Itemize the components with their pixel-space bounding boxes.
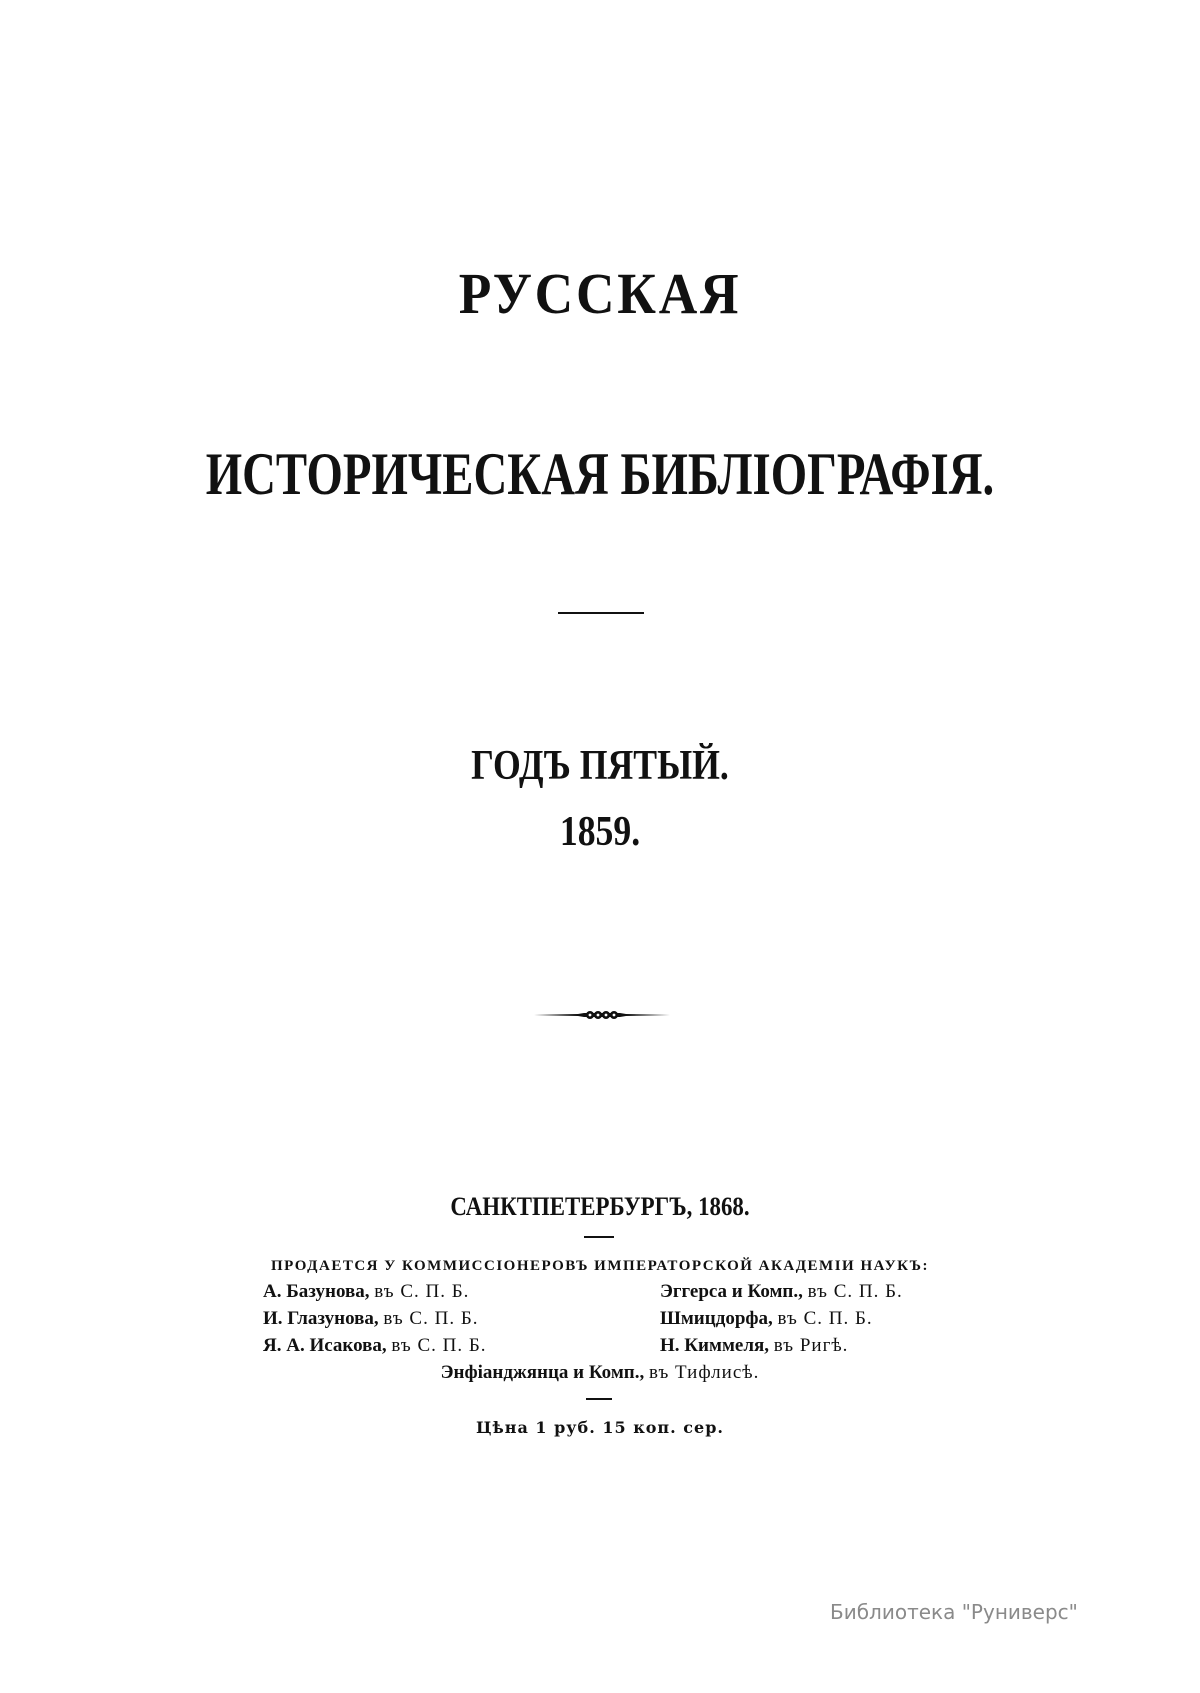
seller-name: Энфіанджянца и Комп., <box>440 1362 645 1383</box>
seller-right-3 <box>660 1335 848 1357</box>
seller-name: Я. А. Исакова, <box>263 1335 387 1356</box>
imprint-rule-2 <box>586 1398 612 1400</box>
seller-place: въ С. П. Б. <box>374 1281 470 1302</box>
seller-center <box>0 1362 1200 1384</box>
edition-year: 1859. <box>559 809 641 855</box>
seller-place: въ Тифлисѣ. <box>648 1362 760 1383</box>
seller-name: И. Глазунова, <box>263 1308 379 1329</box>
edition-year-label: ГОДЪ ПЯТЫЙ. <box>471 743 729 789</box>
seller-place: въ С. П. Б. <box>391 1335 487 1356</box>
price-line: Цѣна 1 руб. 15 коп. сер. <box>476 1418 724 1437</box>
seller-name: А. Базунова, <box>263 1281 370 1302</box>
seller-place: въ С. П. Б. <box>777 1308 873 1329</box>
seller-right-1 <box>660 1281 903 1303</box>
seller-name: Эггерса и Комп., <box>660 1281 803 1302</box>
seller-place: въ С. П. Б. <box>383 1308 479 1329</box>
seller-left-1 <box>263 1281 469 1303</box>
seller-name: Н. Киммеля, <box>660 1335 770 1356</box>
divider-rule <box>558 612 644 614</box>
ornament-divider-icon <box>534 1008 670 1022</box>
library-watermark: Библиотека "Руниверс" <box>830 1600 1078 1624</box>
imprint-rule-1 <box>584 1236 614 1238</box>
seller-right-2 <box>660 1308 873 1330</box>
seller-left-2 <box>263 1308 479 1330</box>
seller-name: Шмицдорфа, <box>660 1308 773 1329</box>
seller-left-3 <box>263 1335 487 1357</box>
imprint-sold-by: ПРОДАЕТСЯ У КОММИССІОНЕРОВЪ ИМПЕРАТОРСКОЙ АКАДЕМІИ НАУКЪ: <box>271 1258 929 1274</box>
imprint-city-year: САНКТПЕТЕРБУРГЪ, 1868. <box>450 1192 750 1221</box>
seller-place: въ С. П. Б. <box>807 1281 903 1302</box>
title-line-2: ИСТОРИЧЕСКАЯ БИБЛІОГРАФІЯ. <box>205 441 995 507</box>
seller-place: въ Ригѣ. <box>773 1335 849 1356</box>
title-line-1: РУССКАЯ <box>458 261 742 326</box>
